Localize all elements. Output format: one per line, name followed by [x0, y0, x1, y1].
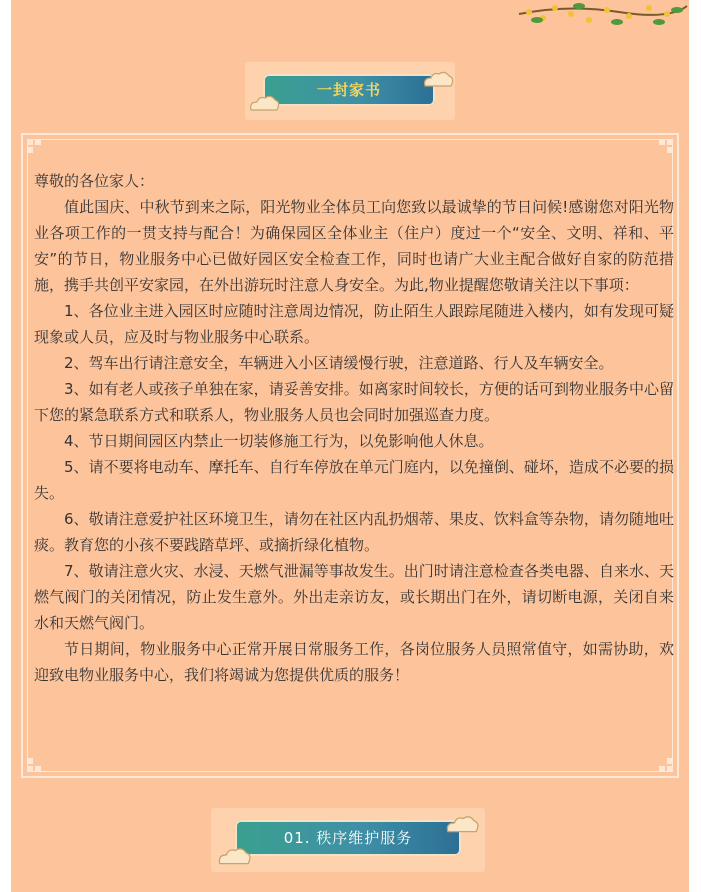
corner-ornament-icon [659, 139, 673, 153]
letter-item: 3、如有老人或孩子单独在家，请妥善安排。如离家时间较长，方便的话可到物业服务中心留下您的紧急联系方式和联系人，物业服务人员也会同时加强巡查力度。 [34, 380, 674, 424]
cloud-ornament-icon [421, 68, 455, 90]
section-title: 01. 秩序维护服务 [283, 829, 413, 847]
letter-item: 6、敬请注意爱护社区环境卫生，请勿在社区内乱扔烟蒂、果皮、饮料盒等杂物，请勿随地吐痰。教育您的小孩不要践踏草坪、或摘折绿化植物。 [34, 510, 674, 554]
osmanthus-branch-decoration [509, 0, 689, 30]
page-background [11, 0, 689, 892]
corner-ornament-icon [27, 139, 41, 153]
letter-item: 4、节日期间园区内禁止一切装修施工行为，以免影响他人休息。 [64, 432, 494, 450]
letter-paragraph: 值此国庆、中秋节到来之际，阳光物业全体员工向您致以最诚挚的节日问候!感谢您对阳光物业各项工作的一贯支持与配合！为确保园区全体业主（住户）度过一个“安全、文明、祥和、平安”的节日，物业服务中心已做好园区安全检查工作，同时也请广大业主配合做好自家的防范措施，携手共创平安家园，在外出游玩时注意人身安全。为此,物业提醒您敬请关注以下事项： [34, 198, 674, 294]
section-banner [211, 808, 485, 872]
letter-item: 5、请不要将电动车、摩托车、自行车停放在单元门庭内，以免撞倒、碰坏，造成不必要的损失。 [34, 458, 674, 502]
corner-ornament-icon [659, 758, 673, 772]
letter-closing: 节日期间，物业服务中心正常开展日常服务工作，各岗位服务人员照常值守，如需协助，欢迎致电物业服务中心，我们将竭诚为您提供优质的服务！ [34, 640, 674, 684]
page-title: 一封家书 [316, 81, 381, 99]
letter-greeting: 尊敬的各位家人： [34, 172, 155, 190]
cloud-ornament-icon [215, 844, 253, 868]
letter-item: 2、驾车出行请注意安全，车辆进入小区请缓慢行驶，注意道路、行人及车辆安全。 [64, 354, 614, 372]
section-banner-plate [235, 820, 461, 856]
header-banner [245, 62, 455, 120]
letter-content [34, 168, 674, 688]
corner-ornament-icon [27, 758, 41, 772]
header-banner-plate [263, 74, 435, 106]
cloud-ornament-icon [247, 92, 281, 114]
cloud-ornament-icon [443, 812, 481, 836]
letter-item: 1、各位业主进入园区时应随时注意周边情况，防止陌生人跟踪尾随进入楼内，如有发现可疑现象或人员，应及时与物业服务中心联系。 [34, 302, 674, 346]
letter-item: 7、敬请注意火灾、水浸、天燃气泄漏等事故发生。出门时请注意检查各类电器、自来水、天燃气阀门的关闭情况，防止发生意外。外出走亲访友，或长期出门在外，请切断电源，关闭自来水和天燃气阀门。 [34, 562, 674, 632]
